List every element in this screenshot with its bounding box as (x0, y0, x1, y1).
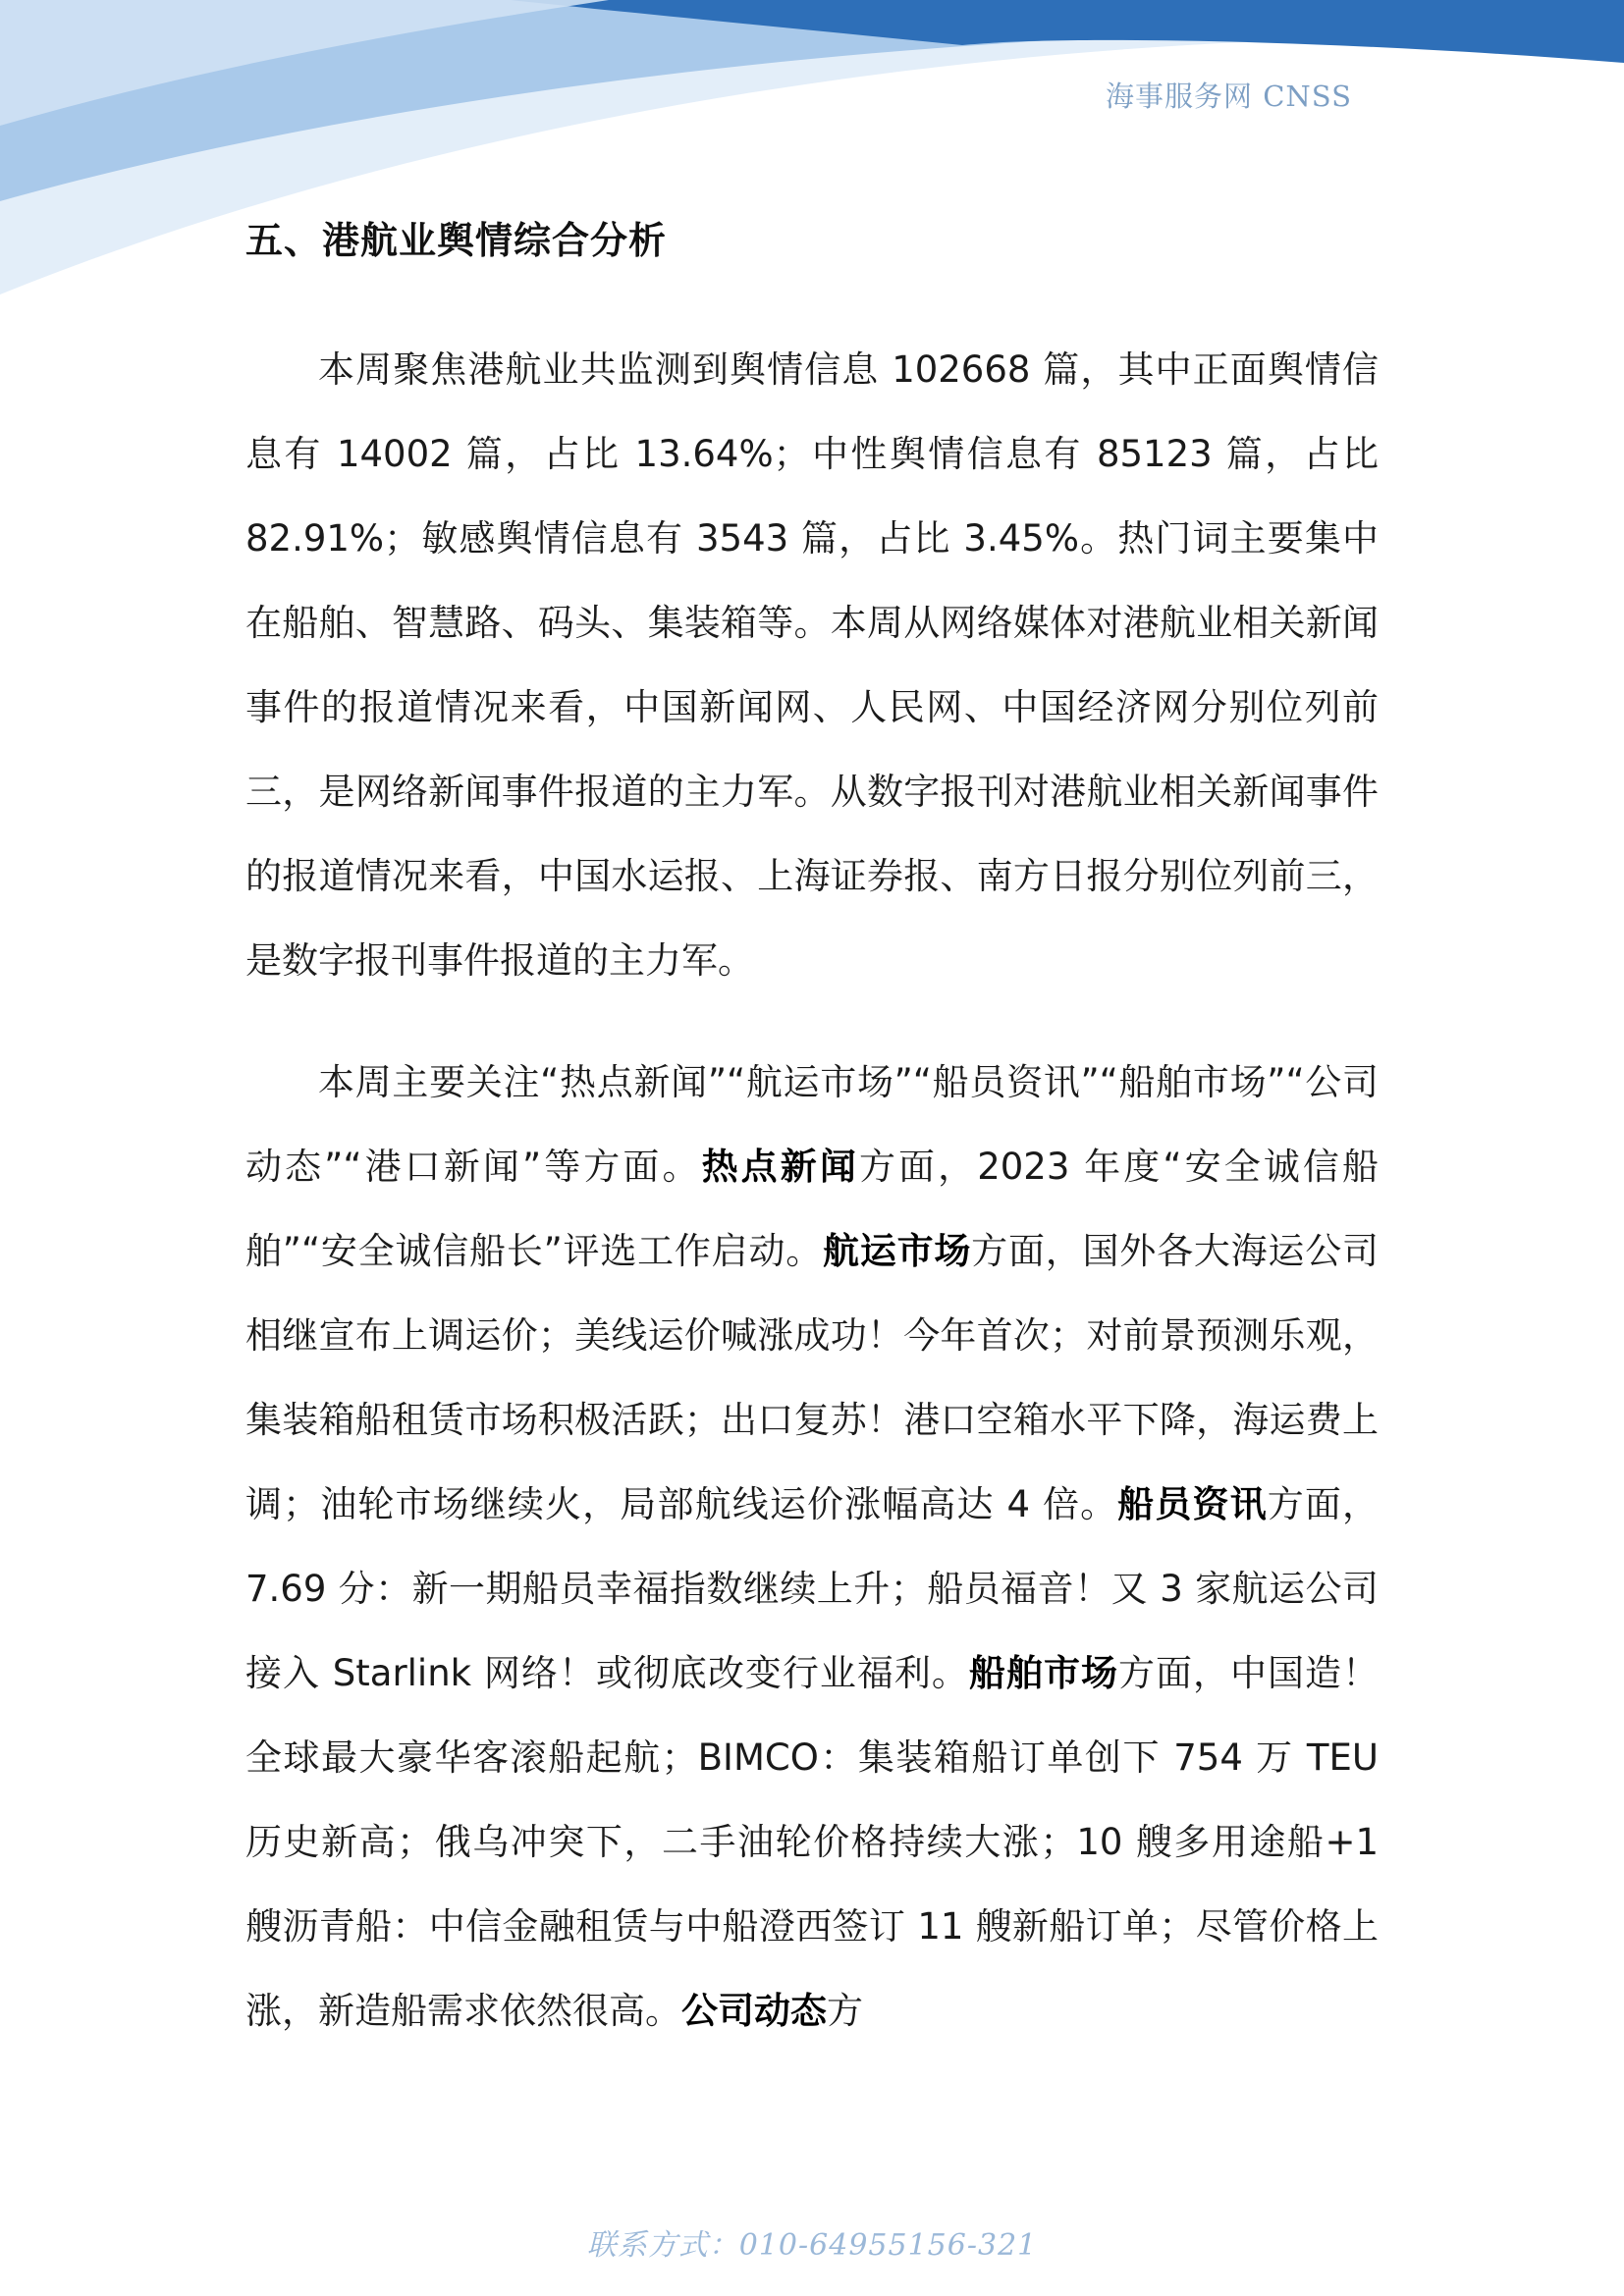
site-name: 海事服务网 CNSS (1105, 80, 1352, 113)
text-seafarer-news: 方面，7.69 分：新一期船员幸福指数继续上升；船员福音！又 3 家航运公司接入 Starlink 网络！或彻底改变行业福利。 (245, 1483, 1380, 1694)
label-company-news: 公司动态 (681, 1990, 827, 2032)
text-hot-news: 方面，2023 年度“安全诚信船舶”“安全诚信船长”评选工作启动。 (245, 1146, 1380, 1272)
text-shipping-market: 方面，国外各大海运公司相继宣布上调运价；美线运价喊涨成功！今年首次；对前景预测乐观，集装箱船租赁市场积极活跃；出口复苏！港口空箱水平下降，海运费上调；油轮市场继续火，局部航线运价涨幅高达 4 倍。 (245, 1230, 1379, 1525)
footer-contact-info: 联系方式：010-64955156-321 (586, 2228, 1038, 2263)
text-ship-market: 方面，中国造！全球最大豪华客滚船起航；BIMCO：集装箱船订单创下 754 万 TEU 历史新高；俄乌冲突下，二手油轮价格持续大涨；10 艘多用途船+1 艘沥青船：中信金融租赁与中船澄西签订 11 艘新船订单；尽管价格上涨，新造船需求依然很高。 (245, 1652, 1380, 2032)
paragraph-overview: 本周聚焦港航业共监测到舆情信息 102668 篇，其中正面舆情信息有 14002 篇，占比 13.64%；中性舆情信息有 85123 篇，占比 82.91%；敏感舆情信息有 3543 篇，占比 3.45%。热门词主要集中在船舶、智慧路、码头、集装箱等。本周从网络媒体对港航业相关新闻事件的报道情况来看，中国新闻网、人民网、中国经济网分别位列前三，是网络新闻事件报道的主力军。从数字报刊对港航业相关新闻事件的报道情况来看，中国水运报、上海证券报、南方日报分别位列前三，是数字报刊事件报道的主力军。 (245, 348, 1379, 982)
text-company-news: 方 (827, 1990, 863, 2032)
topics-intro: 本周主要关注“热点新闻”“航运市场”“船员资讯”“船舶市场”“公司动态”“港口新闻”等方面。 (245, 1061, 1379, 1188)
section-title: 五、港航业舆情综合分析 (245, 219, 668, 262)
paragraph-topics (245, 1041, 1379, 2054)
label-ship-market: 船舶市场 (968, 1652, 1118, 1694)
label-shipping-market: 航运市场 (823, 1230, 972, 1272)
label-seafarer-news: 船员资讯 (1117, 1483, 1268, 1525)
label-hot-news: 热点新闻 (701, 1146, 859, 1188)
header-wave-decoration (0, 0, 1624, 304)
